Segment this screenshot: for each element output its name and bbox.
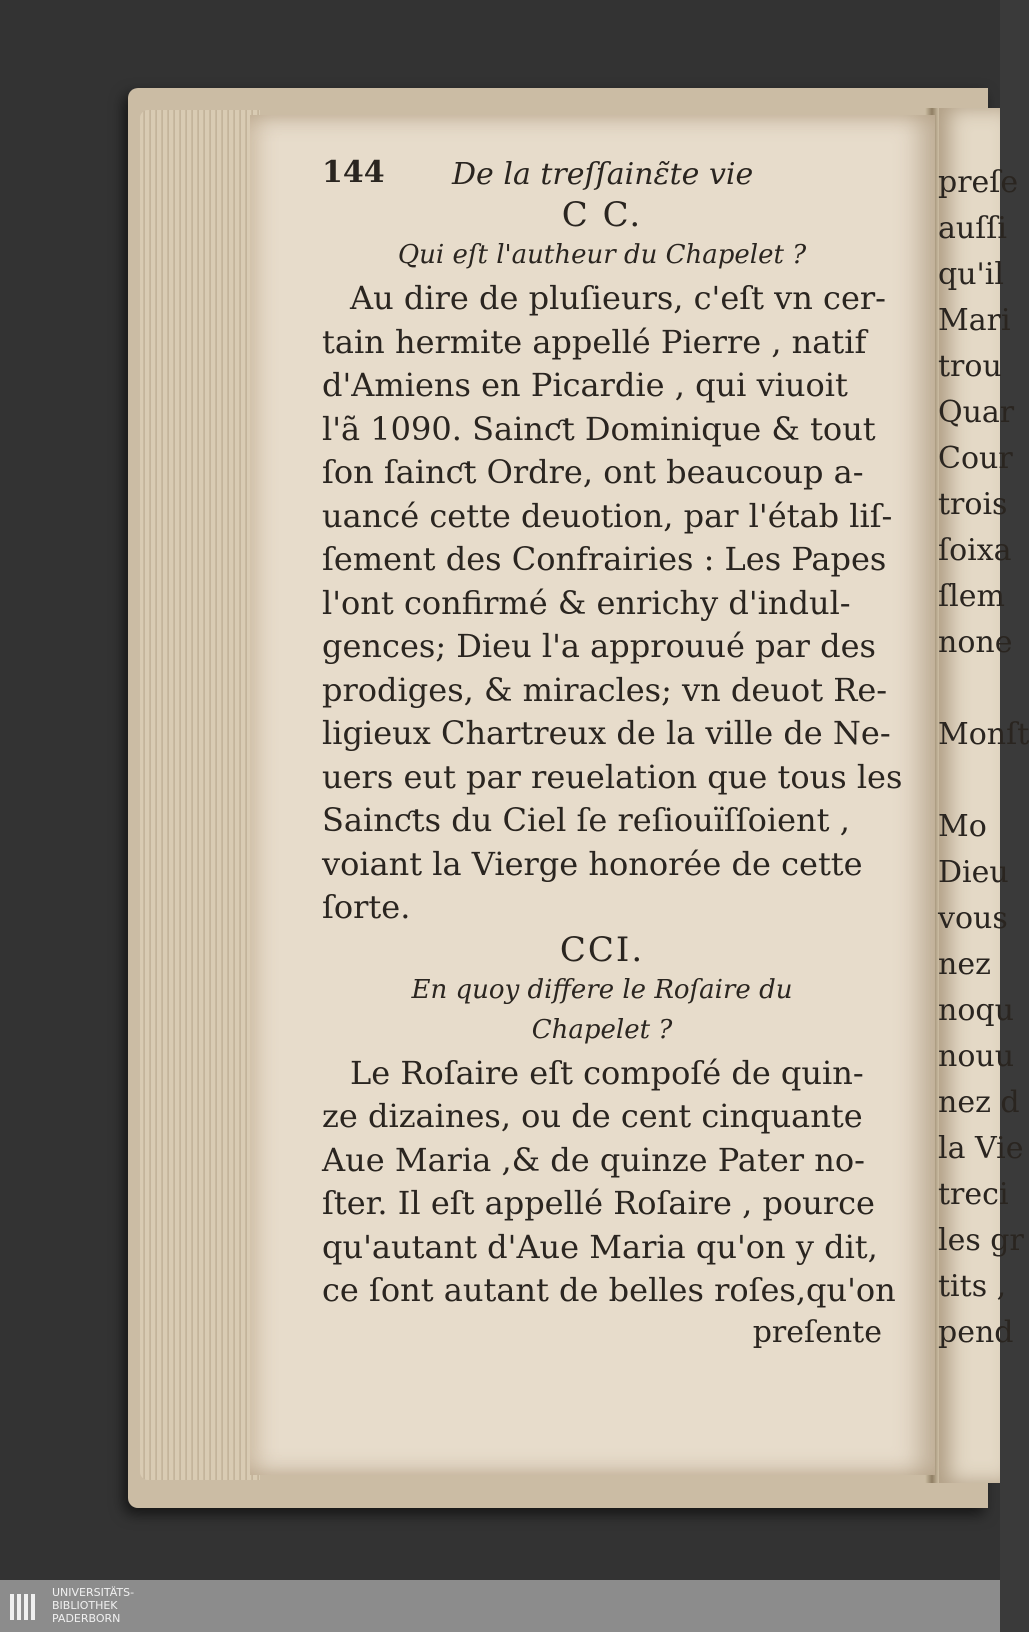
facing-page-fragment: nez d: [938, 1085, 1020, 1120]
facing-page-fragment: [938, 666, 1000, 712]
running-title: De la treſſainɛ̃te vie: [452, 157, 754, 192]
page-text-block: [322, 155, 903, 1353]
facing-page-fragment: none: [938, 625, 1013, 660]
text-line: ſon ſainƈt Ordre, ont beaucoup a-: [322, 453, 864, 491]
facing-page-fragment: ſoixa: [938, 533, 1012, 568]
facing-page-fragment: nouu: [938, 1039, 1015, 1074]
question-number: C C.: [561, 195, 643, 235]
footer-institution: [52, 1586, 134, 1625]
page-number: 144: [322, 155, 385, 190]
sections: [322, 195, 903, 1353]
facing-page-fragment: trois: [938, 487, 1008, 522]
text-line: Aue Maria ,& de quinze Pater no-: [322, 1140, 865, 1179]
facing-page-fragment: [938, 758, 1000, 804]
facing-page-fragment: Mari: [938, 303, 1011, 338]
facing-page-fragment: qu'il: [938, 257, 1004, 292]
text-line: uers eut par reuelation que tous les: [322, 757, 903, 796]
text-line: uancé cette deuotion, par l'étab liſ-: [322, 496, 893, 535]
facing-page-fragment: la Vie: [938, 1131, 1024, 1166]
text-line: voiant la Vierge honorée de cette: [322, 844, 863, 883]
question-title: Qui eſt l'autheur du Chapelet ?: [397, 240, 807, 270]
text-line: Le Roſaire eſt compoſé de quin-: [350, 1053, 864, 1092]
facing-page-text: [938, 160, 1029, 1356]
facing-page-fragment: Dieu: [938, 855, 1009, 890]
question-number: CCI.: [559, 929, 645, 970]
running-head: [322, 155, 882, 195]
facing-page-fragment: preſe: [938, 165, 1019, 200]
footer-bar: [0, 1580, 1000, 1632]
page-edges: [140, 110, 260, 1480]
text-line: prodiges, & miracles; vn deuot Re-: [322, 670, 888, 709]
text-line: tain hermite appellé Pierre , natif: [322, 322, 867, 361]
question-title: Chapelet ?: [531, 1014, 673, 1045]
text-line: ſorte.: [322, 888, 411, 926]
facing-page-fragment: nez: [938, 947, 991, 982]
text-line: l'ã 1090. Sainƈt Dominique & tout: [322, 409, 876, 448]
facing-page-fragment: Quar: [938, 395, 1015, 430]
facing-page-fragment: ſlem: [938, 579, 1005, 614]
facing-page-fragment: les gr: [938, 1223, 1024, 1258]
footer-line: BIBLIOTHEK: [52, 1599, 118, 1612]
footer-line: PADERBORN: [52, 1612, 121, 1625]
text-line: ſement des Confrairies : Les Papes: [322, 540, 887, 578]
facing-page-fragment: noqu: [938, 993, 1014, 1028]
facing-page-fragment: trou: [938, 349, 1002, 384]
text-line: qu'autant d'Aue Maria qu'on y dit,: [322, 1227, 878, 1266]
facing-page-fragment: tits ,: [938, 1269, 1007, 1304]
facing-page-fragment: auſſi: [938, 211, 1008, 246]
facing-page-fragment: vous: [938, 901, 1008, 936]
text-line: gences; Dieu l'a approuué par des: [322, 627, 876, 665]
facing-page-fragment: Mo: [938, 809, 987, 844]
library-logo-icon: [8, 1590, 42, 1624]
question-title: En quoy differe le Roſaire du: [411, 974, 793, 1005]
facing-page-fragment: Monſt: [938, 717, 1029, 752]
text-line: ligieux Chartreux de la ville de Ne-: [322, 714, 891, 752]
text-line: ſter. Il eſt appellé Roſaire , pource: [322, 1184, 875, 1222]
text-line: ze dizaines, ou de cent cinquante: [322, 1097, 863, 1135]
text-line: ce ſont autant de belles roſes,qu'on: [322, 1271, 896, 1309]
facing-page-fragment: Cour: [938, 441, 1013, 476]
text-line: Sainƈts du Ciel ſe reſiouïſſoient ,: [322, 801, 850, 839]
catchword: preſente: [752, 1314, 882, 1350]
facing-page-fragment: treci: [938, 1177, 1009, 1212]
text-line: Au dire de pluſieurs, c'eſt vn cer-: [350, 279, 886, 317]
text-line: l'ont confirmé & enrichy d'indul-: [322, 583, 851, 622]
text-line: d'Amiens en Picardie , qui viuoit: [322, 366, 848, 404]
left-page: [250, 115, 935, 1475]
footer-line: UNIVERSITÄTS-: [52, 1586, 135, 1599]
facing-page-fragment: pend: [938, 1315, 1014, 1350]
